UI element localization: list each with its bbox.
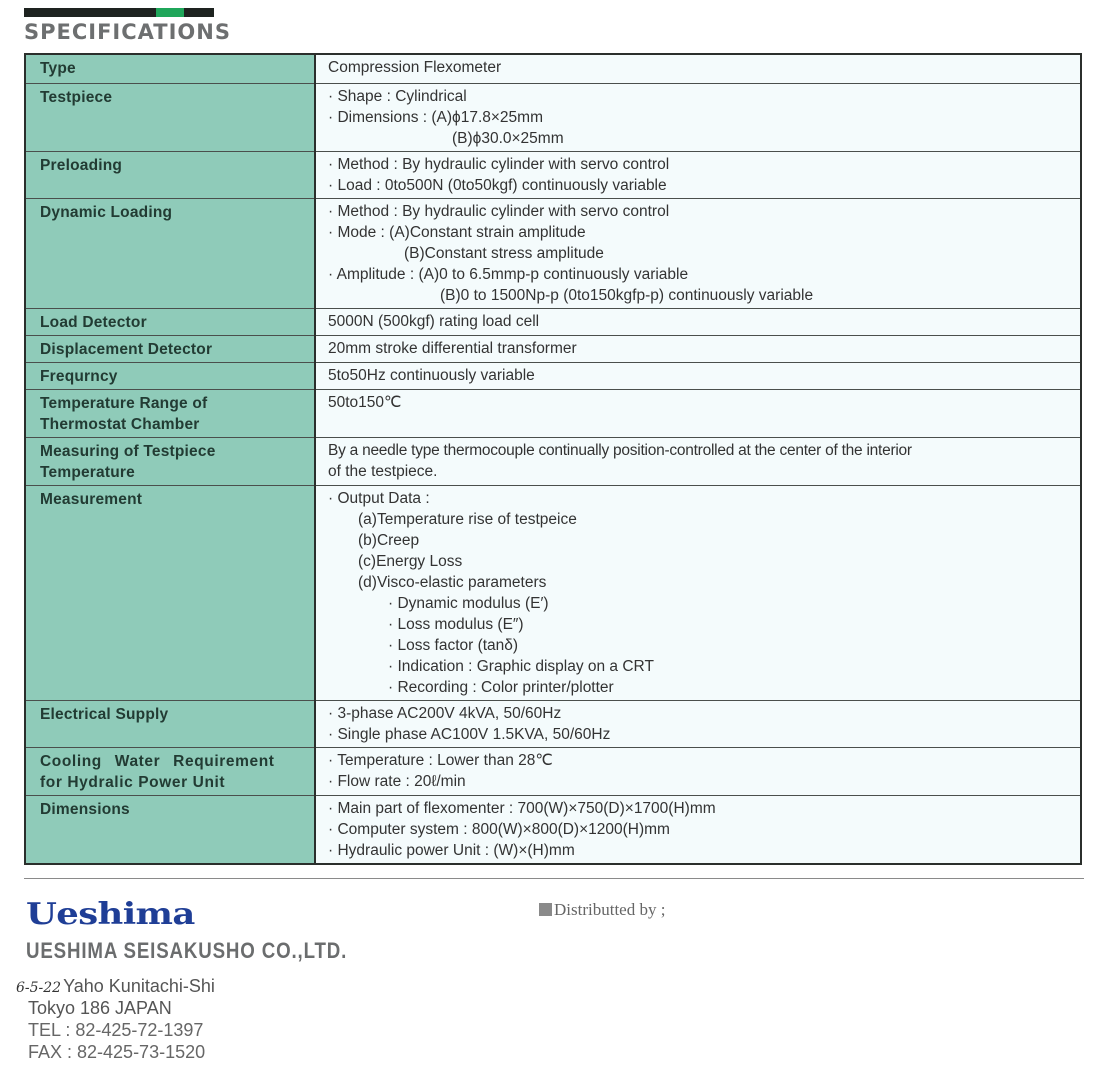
spec-row-preloading <box>25 151 1081 198</box>
spec-row-temperature-range <box>25 389 1081 437</box>
spec-line: · Indication : Graphic display on a CRT <box>388 657 654 675</box>
spec-line: · 3-phase AC200V 4kVA, 50/60Hz <box>328 704 562 722</box>
telephone: TEL : 82-425-72-1397 <box>28 1020 204 1040</box>
spec-line: By a needle type thermocouple continually position-controlled at the center of the interior <box>328 441 912 459</box>
spec-label: Testpiece <box>25 83 315 151</box>
spec-row-measurement <box>25 485 1081 700</box>
spec-line: · Recording : Color printer/plotter <box>388 678 614 696</box>
spec-line: · Mode : (A)Constant strain amplitude <box>328 223 586 241</box>
spec-line: · Single phase AC100V 1.5KVA, 50/60Hz <box>328 725 611 743</box>
spec-line: (B)ϕ30.0×25mm <box>452 129 564 147</box>
spec-row-cooling-water <box>25 747 1081 795</box>
footer-divider <box>24 878 1084 879</box>
ueshima-logo: Ueshima <box>26 897 195 932</box>
spec-line: 20mm stroke differential transformer <box>328 339 577 357</box>
spec-value <box>315 54 1081 83</box>
spec-label: Dynamic Loading <box>25 198 315 308</box>
spec-line: 50to150℃ <box>328 393 402 411</box>
spec-label: Type <box>25 54 315 83</box>
spec-line: (B)0 to 1500Np-p (0to150kgfp-p) continuously variable <box>440 286 814 304</box>
spec-row-dynamic-loading <box>25 198 1081 308</box>
spec-value <box>315 308 1081 335</box>
spec-value <box>315 83 1081 151</box>
spec-line: · Amplitude : (A)0 to 6.5mmp-p continuously variable <box>328 265 689 283</box>
spec-row-dimensions <box>25 795 1081 864</box>
spec-line: 5to50Hz continuously variable <box>328 366 535 384</box>
page-title: SPECIFICATIONS <box>24 20 231 44</box>
spec-label-line: Measuring of Testpiece <box>40 442 216 460</box>
spec-value <box>315 485 1081 700</box>
company-address <box>16 976 215 1018</box>
spec-line: · Loss factor (tanδ) <box>388 636 519 654</box>
spec-label: Load Detector <box>25 308 315 335</box>
handwritten-address-number: 6-5-22 <box>16 980 62 996</box>
distributed-by-label: Distributted by ; <box>554 900 666 919</box>
spec-line: (d)Visco-elastic parameters <box>358 573 547 591</box>
specifications-table <box>24 53 1082 865</box>
header-green-accent <box>156 8 184 17</box>
spec-label: Electrical Supply <box>25 700 315 747</box>
distributor-note <box>539 900 665 920</box>
spec-label-line: Thermostat Chamber <box>40 415 200 433</box>
spec-row-testpiece <box>25 83 1081 151</box>
spec-row-measuring-temperature <box>25 437 1081 485</box>
spec-value <box>315 389 1081 437</box>
spec-label-line: Temperature Range of <box>40 394 208 412</box>
spec-label: Frequrncy <box>25 362 315 389</box>
spec-row-electrical-supply <box>25 700 1081 747</box>
spec-line: · Method : By hydraulic cylinder with servo control <box>328 155 670 173</box>
spec-line: · Dynamic modulus (E′) <box>388 594 549 612</box>
spec-value <box>315 747 1081 795</box>
spec-value <box>315 437 1081 485</box>
spec-line: · Flow rate : 20ℓ/min <box>328 772 466 790</box>
spec-line: Compression Flexometer <box>328 59 502 76</box>
spec-value <box>315 362 1081 389</box>
spec-row-displacement-detector <box>25 335 1081 362</box>
spec-line: · Loss modulus (E″) <box>388 615 524 633</box>
spec-row-load-detector <box>25 308 1081 335</box>
header-color-bar <box>24 8 214 17</box>
fax: FAX : 82-425-73-1520 <box>28 1042 206 1062</box>
spec-label <box>25 747 315 795</box>
spec-label <box>25 437 315 485</box>
address-line: Tokyo 186 JAPAN <box>28 998 172 1018</box>
spec-line: · Hydraulic power Unit : (W)×(H)mm <box>328 841 575 859</box>
spec-label: Preloading <box>25 151 315 198</box>
spec-line: · Output Data : <box>328 489 430 507</box>
company-name: UESHIMA SEISAKUSHO CO.,LTD. <box>26 938 348 963</box>
spec-line: · Shape : Cylindrical <box>328 87 467 105</box>
square-bullet-icon <box>539 903 552 916</box>
spec-line: (a)Temperature rise of testpeice <box>358 510 577 528</box>
spec-value <box>315 151 1081 198</box>
spec-line: 5000N (500kgf) rating load cell <box>328 312 540 330</box>
spec-value <box>315 198 1081 308</box>
spec-line: · Temperature : Lower than 28℃ <box>328 751 553 769</box>
spec-line: · Method : By hydraulic cylinder with servo control <box>328 202 670 220</box>
spec-value <box>315 795 1081 864</box>
spec-label: Measurement <box>25 485 315 700</box>
spec-line: of the testpiece. <box>328 462 438 480</box>
spec-line: · Computer system : 800(W)×800(D)×1200(H)mm <box>328 820 670 838</box>
spec-label: Dimensions <box>25 795 315 864</box>
spec-label-line: Temperature <box>40 463 135 481</box>
spec-line: · Dimensions : (A)ϕ17.8×25mm <box>328 108 543 126</box>
spec-value <box>315 700 1081 747</box>
spec-line: (c)Energy Loss <box>358 552 463 570</box>
spec-line: (b)Creep <box>358 531 420 549</box>
spec-label-line: for Hydralic Power Unit <box>40 773 226 791</box>
spec-line: · Load : 0to500N (0to50kgf) continuously variable <box>328 176 667 194</box>
spec-line: · Main part of flexomenter : 700(W)×750(D)×1700(H)mm <box>328 799 716 817</box>
spec-label: Displacement Detector <box>25 335 315 362</box>
spec-label-line: Cooling Water Requirement <box>40 752 275 770</box>
company-contact <box>28 1019 205 1063</box>
spec-row-type <box>25 54 1081 83</box>
spec-label <box>25 389 315 437</box>
spec-row-frequency <box>25 362 1081 389</box>
spec-value <box>315 335 1081 362</box>
spec-line: (B)Constant stress amplitude <box>404 244 604 262</box>
address-line: Yaho Kunitachi-Shi <box>63 976 215 996</box>
